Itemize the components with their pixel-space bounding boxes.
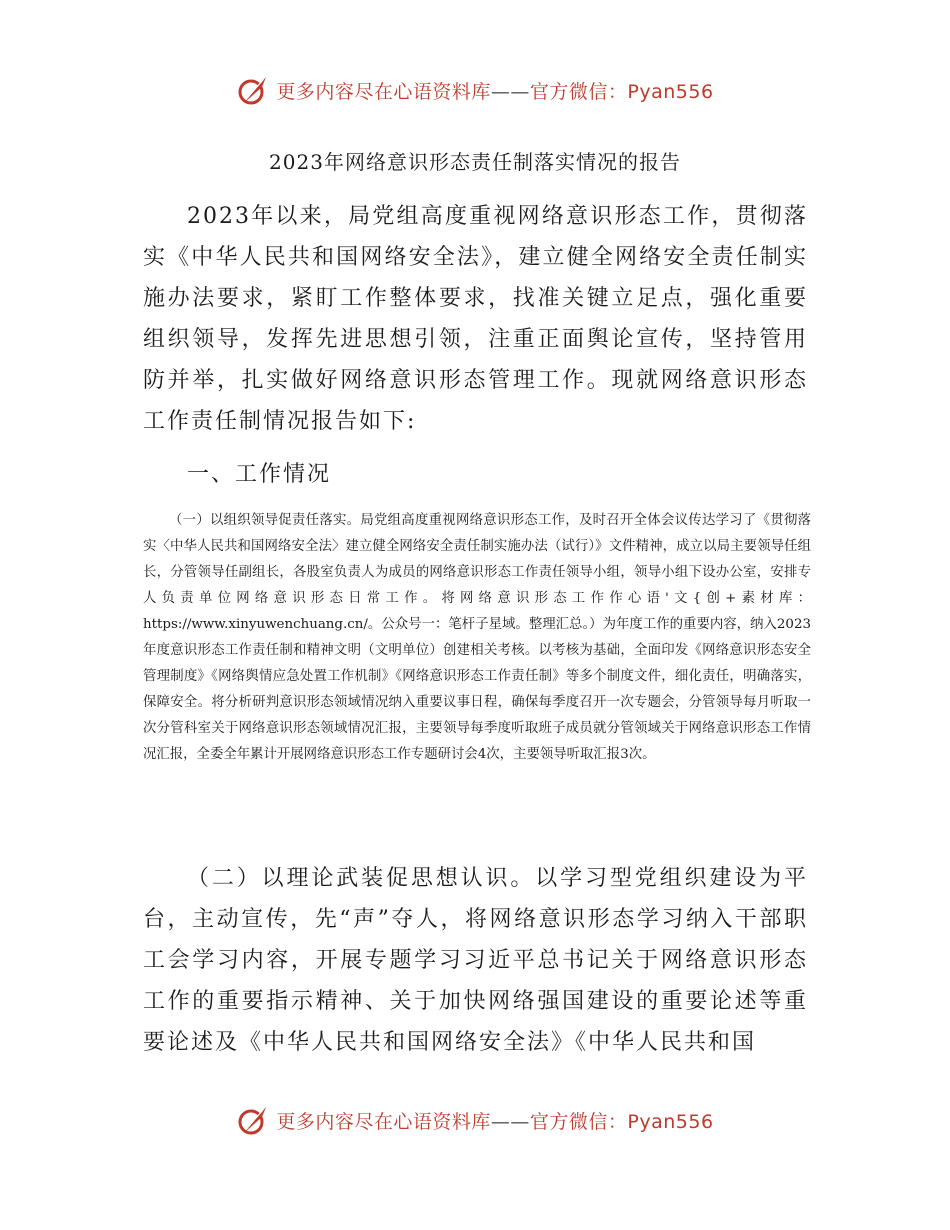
section1-paragraph-1: （一）以组织领导促责任落实。局党组高度重视网络意识形态工作，及时召开全体会议传达学习了《贯彻落实〈中华人民共和国网络安全法〉建立健全网络安全责任制实施办法（试行）》文件精神，成立以局主要领导任组长，分管领导任副组长，各股室负责人为成员的网络意识形态工作责任领导小组，领导小组下设办公室，安排专人负责单位网络意识形态日常工作。将网络意识形态工作作心语'文{创+素材库：https://www.xinyuwenchuang.cn/。公众号一：笔杆子星域。整理汇总。）为年度工作的重要内容，纳入2023年度意识形态工作责任制和精神文明（文明单位）创建相关考核。以考核为基础，全面印发《网络意识形态安全管理制度》《网络舆情应急处置工作机制》《网络意识形态工作责任制》等多个制度文件，细化责任，明确落实，保障安全。将分析研判意识形态领域情况纳入重要议事日程，确保每季度召开一次专题会，分管领导每月听取一次分管科室关于网络意识形态领域情况汇报，主要领导每季度听取班子成员就分管领域关于网络意识形态工作情况汇报，全委全年累计开展网络意识形态工作专题研讨会4次，主要领导听取汇报3次。 — [143, 513, 811, 762]
watermark-text: 更多内容尽在心语资料库——官方微信：Pyan556 — [276, 80, 714, 103]
quill-pen-circle-logo — [236, 73, 270, 107]
watermark-text: 更多内容尽在心语资料库——官方微信：Pyan556 — [276, 1110, 714, 1133]
section1-paragraph-2: （二）以理论武装促思想认识。以学习型党组织建设为平台，主动宣传，先“声”夺人，将网络意识形态学习纳入干部职工会学习内容，开展专题学习习近平总书记关于网络意识形态工作的重要指示精神、关于加快网络强国建设的重要论述等重要论述及《中华人民共和国网络安全法》《中华人民共和国 — [143, 866, 808, 1055]
intro-paragraph: 2023年以来，局党组高度重视网络意识形态工作，贯彻落实《中华人民共和国网络安全法》，建立健全网络安全责任制实施办法要求，紧盯工作整体要求，找准关键立足点，强化重要组织领导，发挥先进思想引领，注重正面舆论宣传，坚持管用防并举，扎实做好网络意识形态管理工作。现就网络意识形态工作责任制情况报告如下: — [143, 204, 808, 434]
watermark-banner-top — [0, 70, 950, 110]
section-heading-work-status: 一、工作情况 — [187, 462, 332, 487]
document-title: 2023年网络意识形态责任制落实情况的报告 — [269, 150, 681, 174]
watermark-banner-bottom — [0, 1100, 950, 1140]
quill-pen-circle-logo — [236, 1103, 270, 1137]
